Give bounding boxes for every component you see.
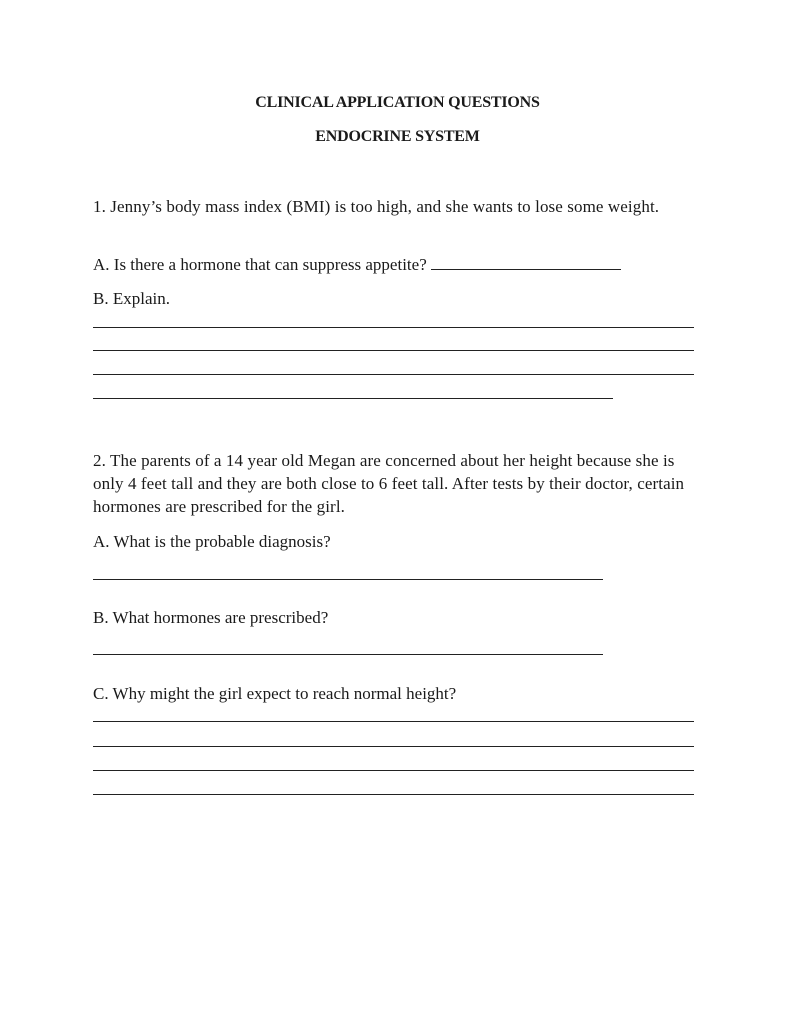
question-2-text: 2. The parents of a 14 year old Megan are concerned about her height because she is only 4 feet tall and they are both close to 6 feet tall. After tests by their doctor, certain hormones are prescribed for the girl. (93, 451, 685, 516)
question-1b-answer-line-2[interactable] (93, 350, 694, 351)
question-2c-label: C. Why might the girl expect to reach normal height? (93, 684, 457, 703)
question-2c-answer-line-1[interactable] (93, 721, 694, 722)
question-1b-answer-line-1[interactable] (93, 327, 694, 328)
question-2b-answer-line[interactable] (93, 654, 603, 655)
question-2c-answer-line-4[interactable] (93, 794, 694, 795)
question-2c-answer-line-2[interactable] (93, 746, 694, 747)
question-1a-answer-blank[interactable] (431, 253, 621, 270)
question-2c-answer-line-3[interactable] (93, 770, 694, 771)
page-subtitle: ENDOCRINE SYSTEM (315, 128, 480, 145)
question-2b-label: B. What hormones are prescribed? (93, 608, 329, 627)
page-title: CLINICAL APPLICATION QUESTIONS (255, 94, 540, 111)
question-1-text: 1. Jenny’s body mass index (BMI) is too high, and she wants to lose some weight. (93, 197, 660, 216)
question-1b-answer-line-3[interactable] (93, 374, 694, 375)
question-1a-label: A. Is there a hormone that can suppress appetite? (93, 255, 427, 274)
question-1b-answer-line-4[interactable] (93, 398, 613, 399)
question-2a-label: A. What is the probable diagnosis? (93, 532, 331, 551)
question-2a-answer-line[interactable] (93, 579, 603, 580)
question-1b-label: B. Explain. (93, 289, 170, 308)
question-1a (93, 253, 621, 276)
